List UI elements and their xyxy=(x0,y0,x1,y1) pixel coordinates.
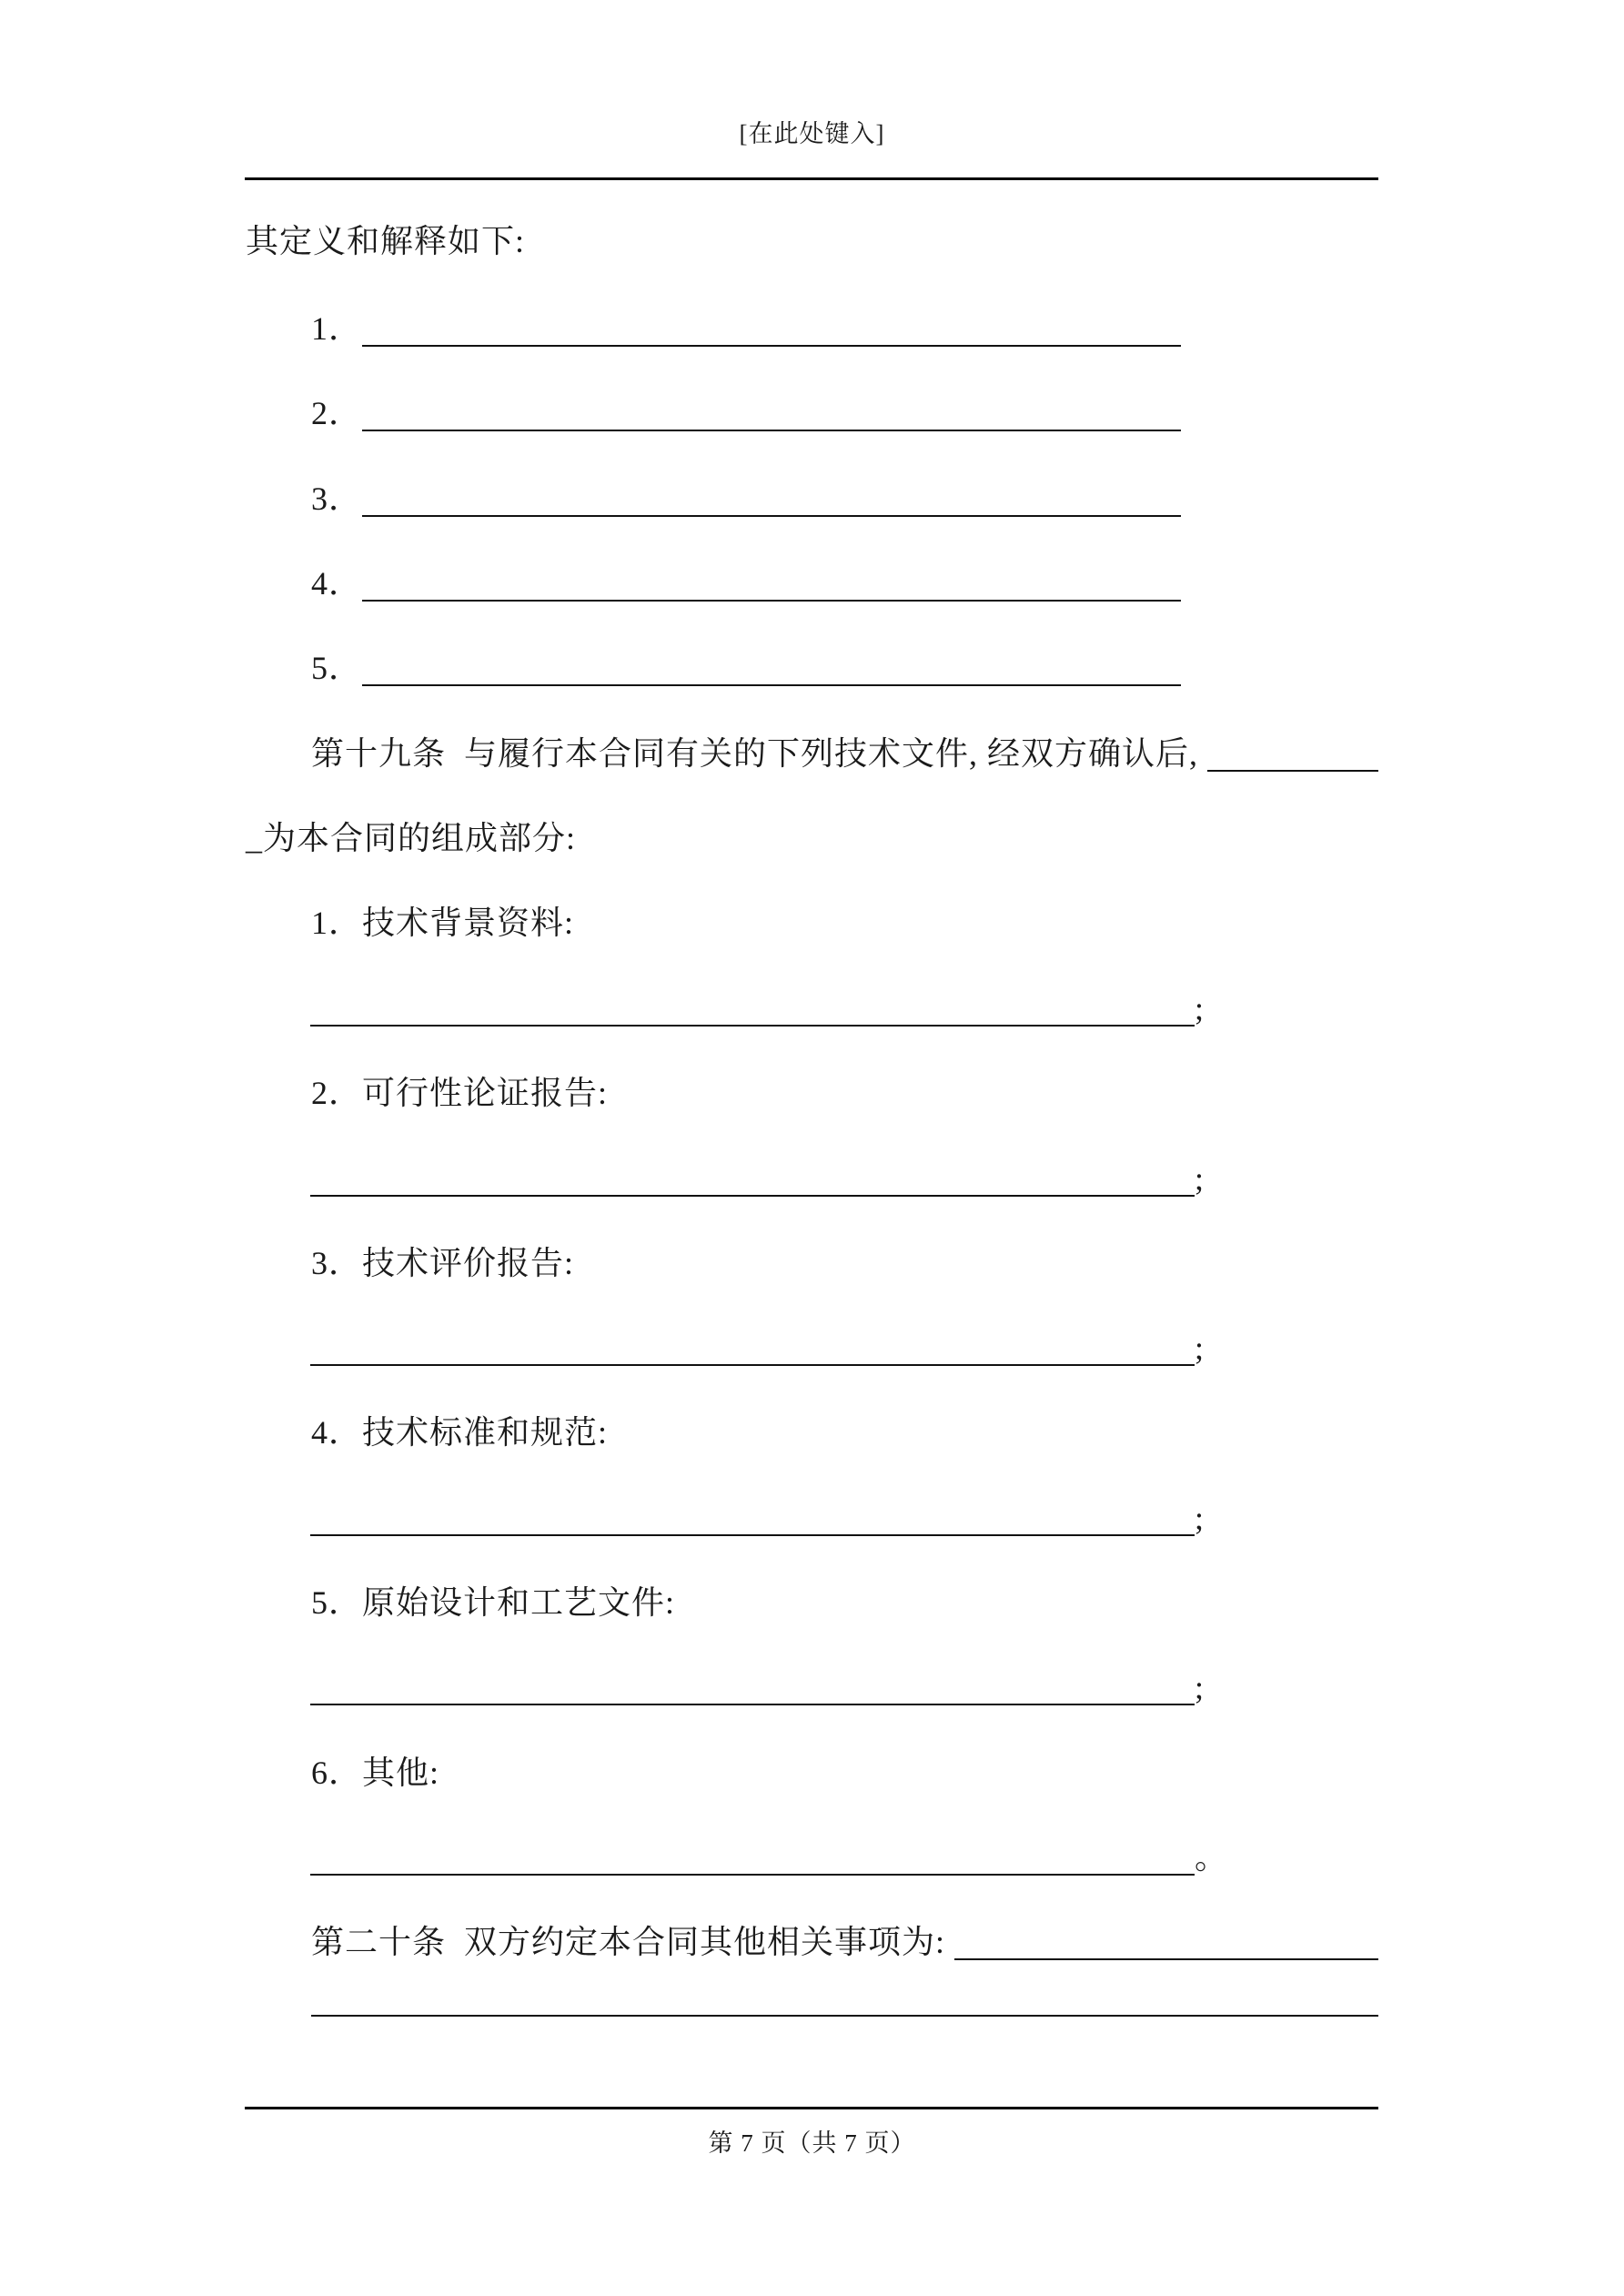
fill-in-blank xyxy=(362,684,1181,686)
paragraph-intro xyxy=(246,221,1378,261)
intro-text: 其定义和解释如下: xyxy=(246,223,526,259)
definition-blank-row xyxy=(246,563,1378,603)
tech-doc-label xyxy=(246,1412,1378,1452)
tech-doc-label xyxy=(246,1753,1378,1793)
blank-terminator: ; xyxy=(1195,1500,1205,1536)
blank-terminator: ; xyxy=(1195,1160,1205,1197)
clause-20-text: 第二十条 双方约定本合同其他相关事项为: xyxy=(311,1924,955,1960)
tech-doc-blank-row xyxy=(246,1667,1378,1707)
tech-doc-blank-row xyxy=(246,1837,1378,1877)
item-number: 3． xyxy=(311,480,363,517)
final-blank-row xyxy=(246,2008,1378,2009)
tech-doc-blank-row xyxy=(246,1158,1378,1199)
fill-in-blank xyxy=(362,600,1181,602)
tech-doc-blank-row xyxy=(246,1328,1378,1368)
item-number: 5． xyxy=(311,650,363,686)
definition-blank-row xyxy=(246,479,1378,519)
item-number: 4． xyxy=(311,565,363,602)
definition-blank-row xyxy=(246,648,1378,688)
clause-19-blank xyxy=(1207,770,1378,772)
fill-in-blank xyxy=(362,430,1181,431)
blank-terminator: ; xyxy=(1195,1669,1205,1705)
header-rule xyxy=(245,177,1378,180)
tech-doc-label-text: 1．技术背景资料: xyxy=(311,905,575,941)
clause-19-paragraph xyxy=(246,733,1378,774)
fill-in-blank xyxy=(362,515,1181,517)
footer-rule xyxy=(245,2107,1378,2109)
blank-terminator: ; xyxy=(1195,1330,1205,1366)
definition-blank-row xyxy=(246,393,1378,433)
tech-doc-label xyxy=(246,903,1378,943)
tech-doc-label-text: 5．原始设计和工艺文件: xyxy=(311,1584,676,1621)
page-number: 第 7 页（共 7 页） xyxy=(708,2129,916,2157)
fill-in-blank xyxy=(310,1874,1195,1876)
blank-terminator: ; xyxy=(1195,990,1205,1027)
tech-doc-label-text: 2．可行性论证报告: xyxy=(311,1075,609,1111)
fill-in-blank xyxy=(310,1534,1195,1536)
clause-20-blank xyxy=(954,1958,1378,1960)
clause-19-continuation xyxy=(246,818,1378,858)
fill-in-blank xyxy=(311,2015,1378,2017)
tech-doc-label xyxy=(246,1073,1378,1113)
tech-doc-label-text: 6．其他: xyxy=(311,1755,440,1791)
tech-doc-label xyxy=(246,1243,1378,1283)
item-number: 2． xyxy=(311,395,363,431)
fill-in-blank xyxy=(362,345,1181,347)
clause-20-paragraph xyxy=(246,1922,1378,1962)
tech-doc-label-text: 3．技术评价报告: xyxy=(311,1245,575,1281)
item-number: 1． xyxy=(311,310,363,347)
clause-19-text: 第十九条 与履行本合同有关的下列技术文件, 经双方确认后, xyxy=(311,735,1208,772)
fill-in-blank xyxy=(310,1364,1195,1366)
tech-doc-blank-row xyxy=(246,1498,1378,1538)
fill-in-blank xyxy=(310,1025,1195,1027)
tech-doc-label-text: 4．技术标准和规范: xyxy=(311,1414,609,1451)
blank-terminator: 。 xyxy=(1195,1839,1229,1876)
fill-in-blank xyxy=(310,1704,1195,1705)
definition-blank-row xyxy=(246,308,1378,349)
fill-in-blank xyxy=(310,1195,1195,1197)
header-hint: [在此处键入] xyxy=(739,120,885,147)
clause-19-continuation-text: _为本合同的组成部分: xyxy=(246,820,577,856)
tech-doc-label xyxy=(246,1583,1378,1623)
tech-doc-blank-row xyxy=(246,988,1378,1028)
